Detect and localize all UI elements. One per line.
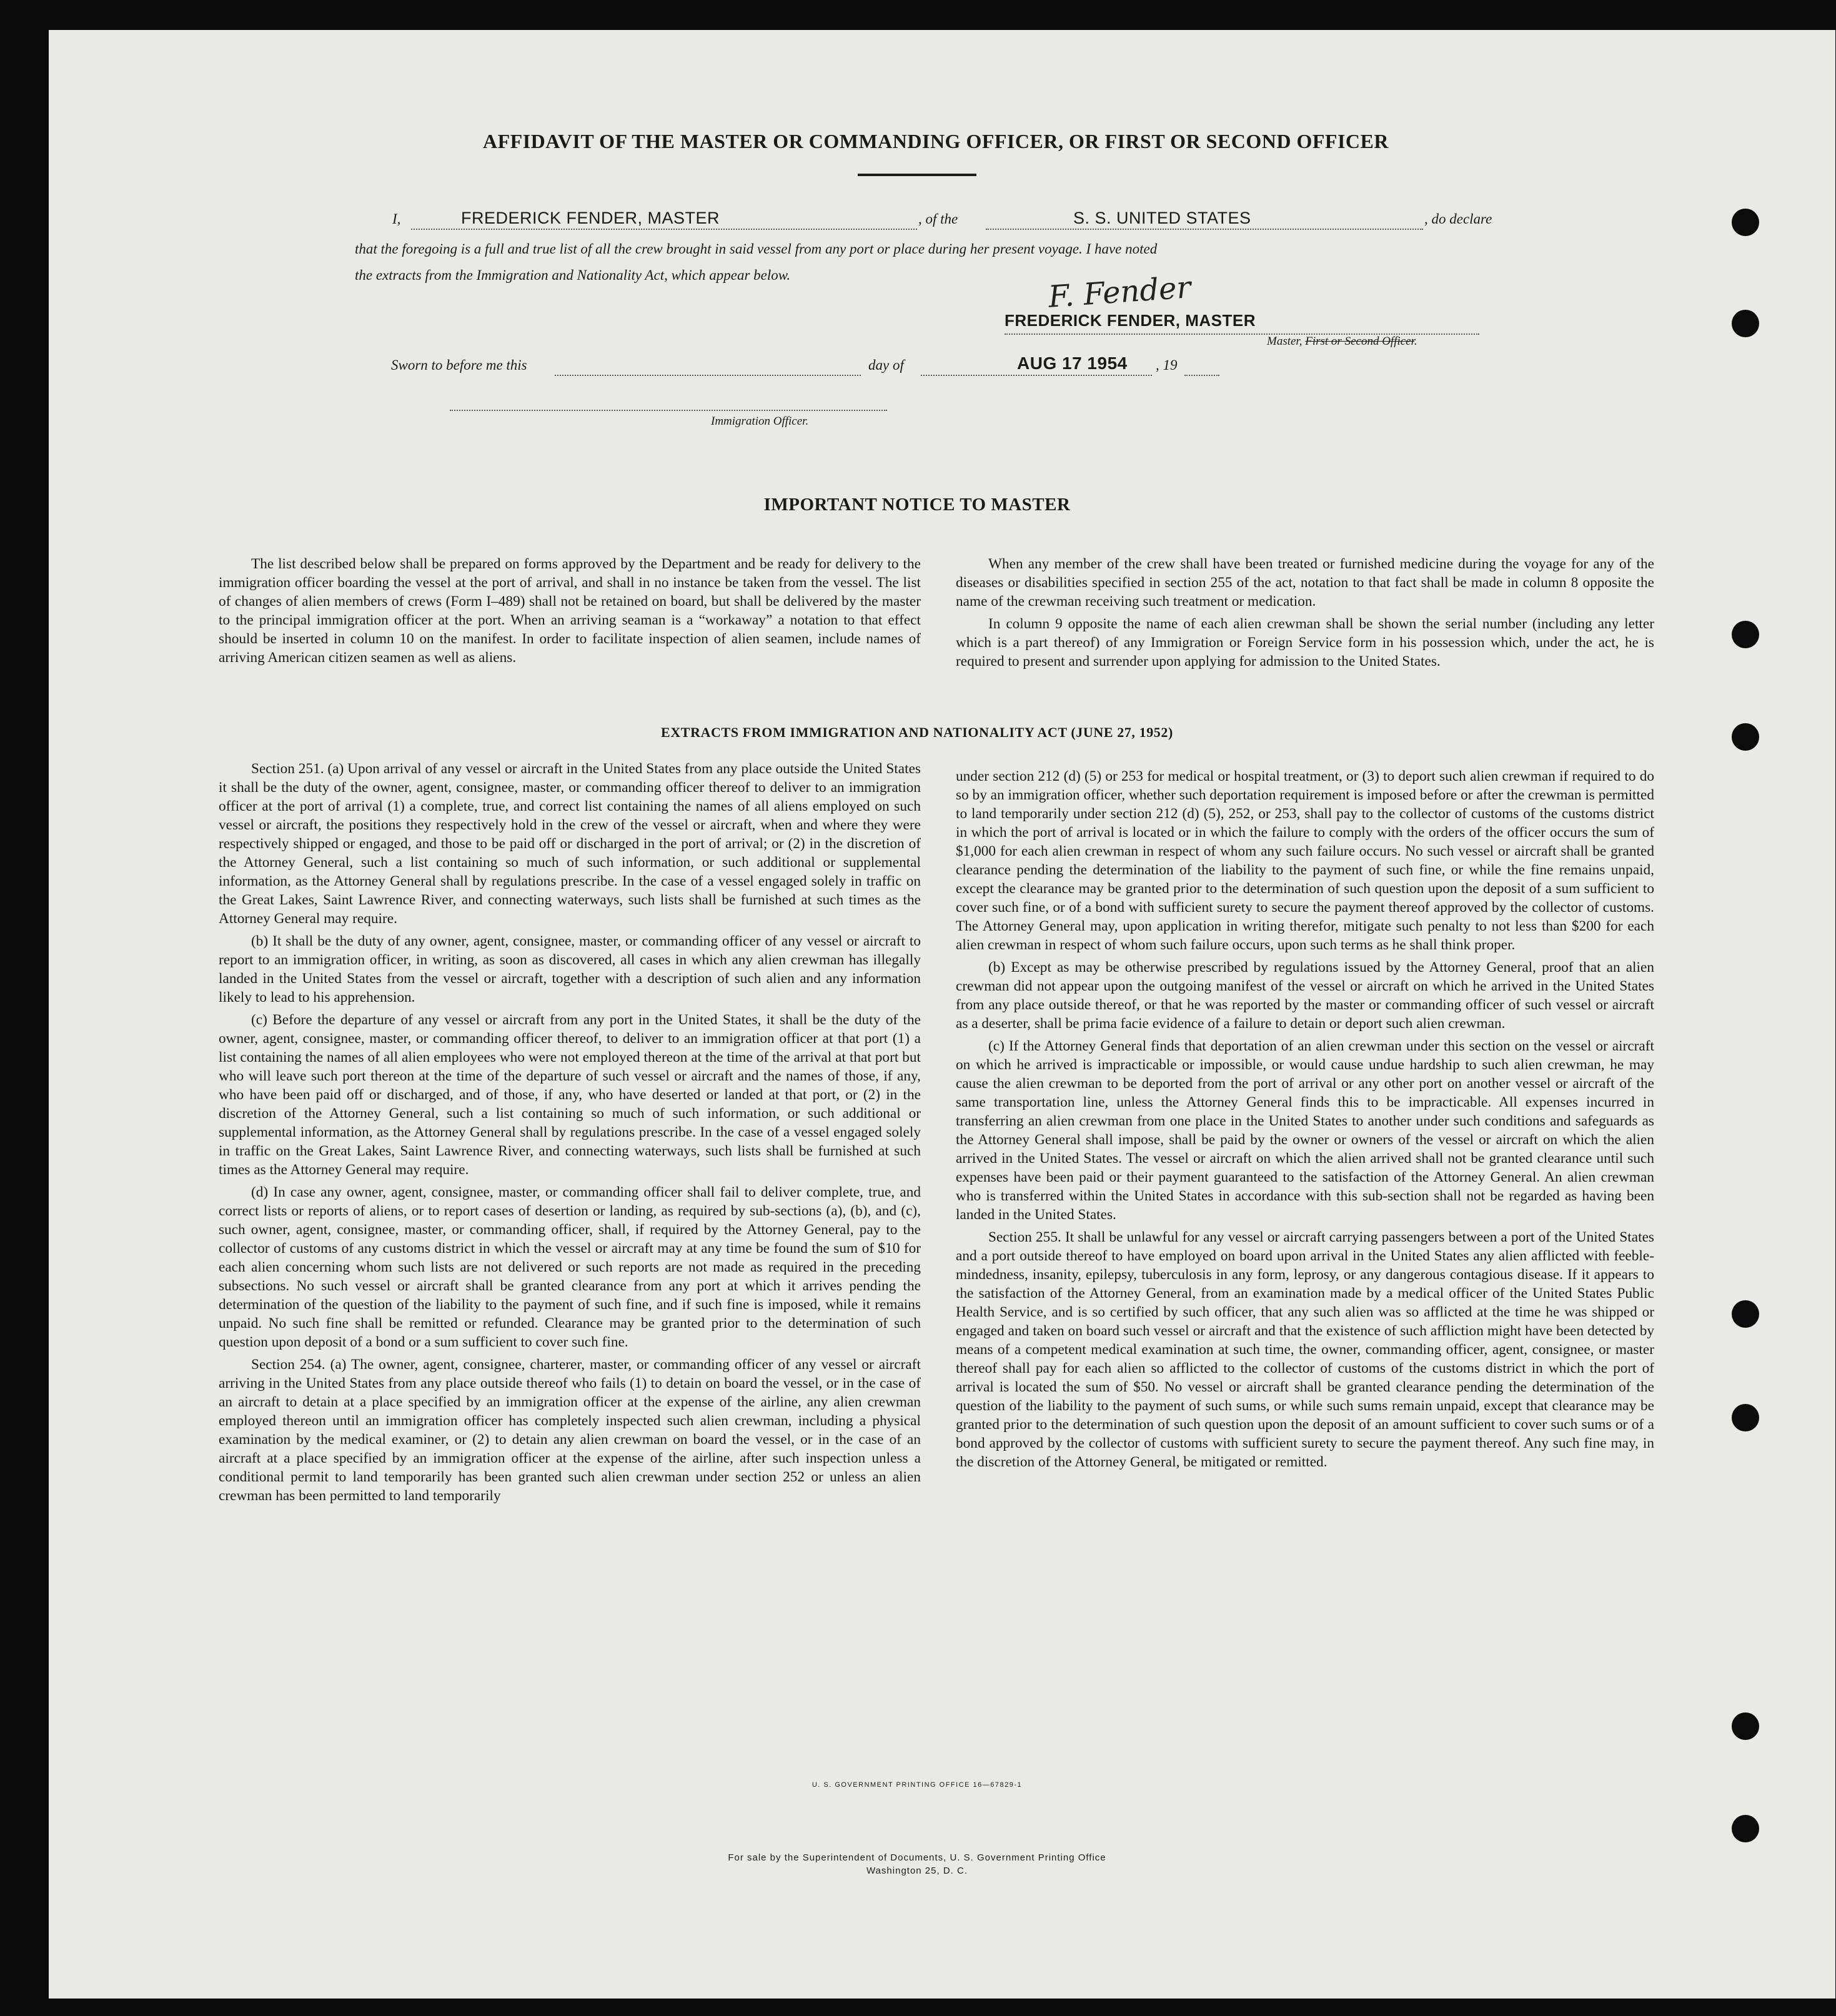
section-254-c: (c) If the Attorney General finds that deportation of an alien crewman under this section on the vessel or aircraft on which he arrived is impracticable or impossible, or would cause undue hardship to such alien crewman, he may cause the alien crewman to be deported from the port of arrival or any other port on another vessel or aircraft of the same transportation line, unless the Attorney General finds this to be impracticable. All expenses incurred in transferring an alien crewman from one place in the United States to another under such conditions and safeguards as the Attorney General shall impose, shall be paid by the owner or owners of the vessel or aircraft on which the alien arrived in the United States. The vessel or aircraft on which the alien arrived shall not be granted clearance until such expenses have been paid or their payment guaranteed to the satisfaction of the Attorney General. An alien crewman who is transferred within the United States in accordance with this sub-section shall not be regarded as having been landed in the United States. bbox=[956, 1038, 1654, 1223]
notice-right-column bbox=[956, 555, 1654, 674]
sworn-date-stamp: AUG 17 1954 bbox=[1017, 353, 1128, 373]
notice-heading: IMPORTANT NOTICE TO MASTER bbox=[763, 495, 1071, 515]
binder-hole bbox=[1732, 621, 1759, 648]
vessel-line bbox=[986, 229, 1423, 230]
sworn-day-line bbox=[555, 375, 861, 376]
binder-hole bbox=[1732, 1815, 1759, 1842]
binder-hole bbox=[1732, 310, 1759, 337]
section-254-a-continued: under section 212 (d) (5) or 253 for medical or hospital treatment, or (3) to deport such alien crewman if required to do so by an immigration officer, whether such deportation requirement is imposed before or after the crewman is permitted to land temporarily under section 212 (d) (5), 252, or 253, shall pay to the collector of customs of the customs district in which the port of arrival is located or in which the failure to comply with the orders of the officer occurs the sum of $1,000 for each alien crewman in respect of whom any such failure occurs. No such vessel or aircraft shall be granted clearance pending the determination of the liability to the payment of such fine, or while the fine remains unpaid, except the clearance may be granted prior to the determination of such question upon the deposit of a sum sufficient to cover such fine, or of a bond with sufficient surety to secure the payment thereof approved by the collector of customs. The Attorney General may, upon application in writing therefor, mitigate such penalty to not less than $200 for each alien crewman in respect of whom such failure occurs, upon such terms as he shall think proper. bbox=[956, 768, 1654, 953]
section-254-b: (b) Except as may be otherwise prescribed by regulations issued by the Attorney General, proof that an alien crewman did not appear upon the outgoing manifest of the vessel or aircraft on which he arrived in the United States from any place outside thereof, or that he was reported by the master or commanding officer of such vessel or aircraft as a deserter, shall be prima facie evidence of a failure to detain or deport such alien crewman. bbox=[956, 959, 1654, 1032]
section-255: Section 255. It shall be unlawful for any vessel or aircraft carrying passengers between a port of the United States and a port outside thereof to have employed on board upon arrival in the United States any alien afflicted with feeble-mindedness, insanity, epilepsy, tuberculosis in any form, leprosy, or any dangerous contagious disease. If it appears to the satisfaction of the Attorney General, from an examination made by a medical officer of the United States Public Health Service, and is so certified by such officer, that any such alien was so afflicted at the time he was shipped or engaged and taken on board such vessel or aircraft and that the existence of such affliction might have been detected by means of a competent medical examination at such time, the owner, commanding officer, agent, consignee, or master thereof shall pay for each alien so afflicted to the collector of customs of the customs district in which the port of arrival is located the sum of $50. No vessel or aircraft shall be granted clearance pending the determination of the question of the liability to the payment of such sums, or while such sums remain unpaid, except that clearance may be granted prior to the determination of such question upon the deposit of an amount sufficient to cover such sums or of a bond approved by the collector of customs with sufficient surety to secure the payment thereof. Any such fine may, in the discretion of the Attorney General, be mitigated or remitted. bbox=[956, 1229, 1654, 1470]
vessel-name: S. S. UNITED STATES bbox=[1073, 209, 1251, 227]
sworn-month-line bbox=[921, 375, 1152, 376]
section-251-d: (d) In case any owner, agent, consignee, master, or commanding officer shall fail to deliver complete, true, and correct lists or reports of aliens, or to report cases of desertion or landing, as required by sub-sections (a), (b), and (c), such owner, agent, consignee, master, or commanding officer, shall, if required by the Attorney General, pay to the collector of customs of any customs district in which the vessel or aircraft may at any time be found the sum of $10 for each alien concerning whom such lists are not delivered or such reports are not made as required in the preceding subsections. No such vessel or aircraft shall be granted clearance from any port at which it arrives pending the determination of the question of the liability to the payment of such fine, and if such fine is imposed, while it remains unpaid. No such fine shall be remitted or refunded. Clearance may be granted prior to the determination of such question upon deposit of a bond or a sum sufficient to cover such fine. bbox=[219, 1184, 921, 1350]
master-signature: F. Fender bbox=[1047, 270, 1193, 315]
binder-hole bbox=[1732, 1300, 1759, 1328]
sale-notice bbox=[49, 1851, 1785, 1877]
title-underline bbox=[858, 174, 976, 176]
binder-hole bbox=[1732, 1712, 1759, 1740]
notice-left-column bbox=[219, 555, 921, 671]
section-251-c: (c) Before the departure of any vessel or aircraft from any port in the United States, it shall be the duty of the owner, agent, consignee, master, or commanding officer thereof, to deliver to an immigration officer at that port (1) a list containing the names of all alien employees who were not employed thereon at the time of the arrival at that port but who will leave such port thereon at the time of the departure of such vessel or aircraft and the names of those, if any, who have been paid off or discharged, and of those, if any, who have deserted or landed at that port, or (2) in the discretion of the Attorney General, such a list containing so much of such information, or such additional or supplemental information, as the Attorney General shall by regulations prescribe. In the case of a vessel engaged solely in traffic on the Great Lakes, Saint Lawrence River, and connecting waterways, such lists shall be furnished at such times as the Attorney General may require. bbox=[219, 1012, 921, 1178]
notice-left-paragraph: The list described below shall be prepared on forms approved by the Department and be ready for delivery to the immigration officer boarding the vessel at the port of arrival, and shall in no instance be taken from the vessel. The list of changes of alien members of crews (Form I–489) shall not be retained on board, but shall be delivered by the master to the principal immigration officer at the port. When an arriving seaman is a “workaway” a notation to that effect should be inserted in column 10 on the manifest. In order to facilitate inspection of alien seamen, include names of arriving American citizen seamen as well as aliens. bbox=[219, 556, 921, 666]
notice-right-paragraph-2: In column 9 opposite the name of each alien crewman shall be shown the serial number (including any letter which is a part thereof) of any Immigration or Foreign Service form in his possession which, under the act, he is required to present and surrender upon applying for admission to the United States. bbox=[956, 616, 1654, 670]
day-of-label: day of bbox=[868, 357, 904, 373]
declarant-line bbox=[411, 229, 917, 230]
capacity-master: Master, bbox=[1267, 335, 1306, 348]
affidavit-title: AFFIDAVIT OF THE MASTER OR COMMANDING OFFICER, OR FIRST OR SECOND OFFICER bbox=[483, 130, 1389, 152]
section-251-b: (b) It shall be the duty of any owner, agent, consignee, master, or commanding officer of any vessel or aircraft to report to an immigration officer, in writing, as soon as discovered, all cases in which any alien crewman has illegally landed in the United States from the vessel or aircraft, together with a description of such alien and any information likely to lead to his apprehension. bbox=[219, 933, 921, 1006]
binder-hole bbox=[1732, 209, 1759, 236]
capacity-struck: First or Second Officer bbox=[1305, 335, 1414, 348]
signer-stamp: FREDERICK FENDER, MASTER bbox=[1005, 311, 1256, 330]
do-declare-label: , do declare bbox=[1424, 211, 1492, 227]
sale-line-1: For sale by the Superintendent of Documents, U. S. Government Printing Office bbox=[728, 1852, 1106, 1863]
extracts-left-column bbox=[219, 759, 921, 1509]
year-label: , 19 bbox=[1156, 357, 1178, 373]
declarant-name: FREDERICK FENDER, MASTER bbox=[461, 209, 720, 227]
immigration-officer-line bbox=[450, 410, 887, 411]
section-254-a: Section 254. (a) The owner, agent, consignee, charterer, master, or commanding officer of any vessel or aircraft arriving in the United States from any place outside thereof who fails (1) to detain on board the vessel, or in the case of an aircraft to detain at a place specified by an immigration officer at the expense of the airline, any alien crewman employed thereon until an immigration officer has completely inspected such alien crewman, including a physical examination by the medical examiner, or (2) to detain any alien crewman on board the vessel, or in the case of an aircraft at a place specified by an immigration officer at the expense of the airline, after such inspection unless a conditional permit to land temporarily has been granted such alien crewman under section 252 or unless an alien crewman has been permitted to land temporarily bbox=[219, 1356, 921, 1504]
extracts-right-column bbox=[956, 767, 1654, 1475]
sworn-label: Sworn to before me this bbox=[391, 357, 527, 373]
sale-line-2: Washington 25, D. C. bbox=[866, 1865, 968, 1876]
signer-capacity bbox=[1267, 335, 1417, 348]
statement-line-2: the extracts from the Immigration and Nationality Act, which appear below. bbox=[355, 267, 791, 283]
sworn-year-line bbox=[1184, 375, 1219, 376]
statement-line-1: that the foregoing is a full and true list of all the crew brought in said vessel from any port or place during her present voyage. I have noted bbox=[355, 241, 1158, 257]
section-251-a: Section 251. (a) Upon arrival of any vessel or aircraft in the United States from any place outside the United States it shall be the duty of the owner, agent, consignee, master, or commanding officer thereof to deliver to an immigration officer at the port of arrival (1) a complete, true, and correct list containing the names of all aliens employed on such vessel or aircraft, the positions they respectively hold in the crew of the vessel or aircraft, when and where they were respectively shipped or engaged, and those to be paid off or discharged in the port of arrival; or (2) in the discretion of the Attorney General, such a list containing so much of such information, or such additional or supplemental information, as the Attorney General shall by regulations prescribe. In the case of a vessel engaged solely in traffic on the Great Lakes, Saint Lawrence River, and connecting waterways, such lists shall be furnished at such times as the Attorney General may require. bbox=[219, 761, 921, 927]
printing-office-note: U. S. GOVERNMENT PRINTING OFFICE 16—67829-1 bbox=[811, 1781, 1023, 1789]
immigration-officer-label: Immigration Officer. bbox=[711, 415, 809, 428]
i-label: I, bbox=[392, 211, 401, 227]
document-page bbox=[49, 30, 1835, 1999]
binder-hole bbox=[1732, 1404, 1759, 1431]
extracts-heading: EXTRACTS FROM IMMIGRATION AND NATIONALITY ACT (JUNE 27, 1952) bbox=[661, 724, 1173, 740]
capacity-end: . bbox=[1414, 335, 1417, 348]
notice-right-paragraph-1: When any member of the crew shall have been treated or furnished medicine during the voyage for any of the diseases or disabilities specified in section 255 of the act, notation to that fact shall be made in column 8 opposite the name of the crewman receiving such treatment or medication. bbox=[956, 556, 1654, 610]
of-the-label: , of the bbox=[918, 211, 958, 227]
